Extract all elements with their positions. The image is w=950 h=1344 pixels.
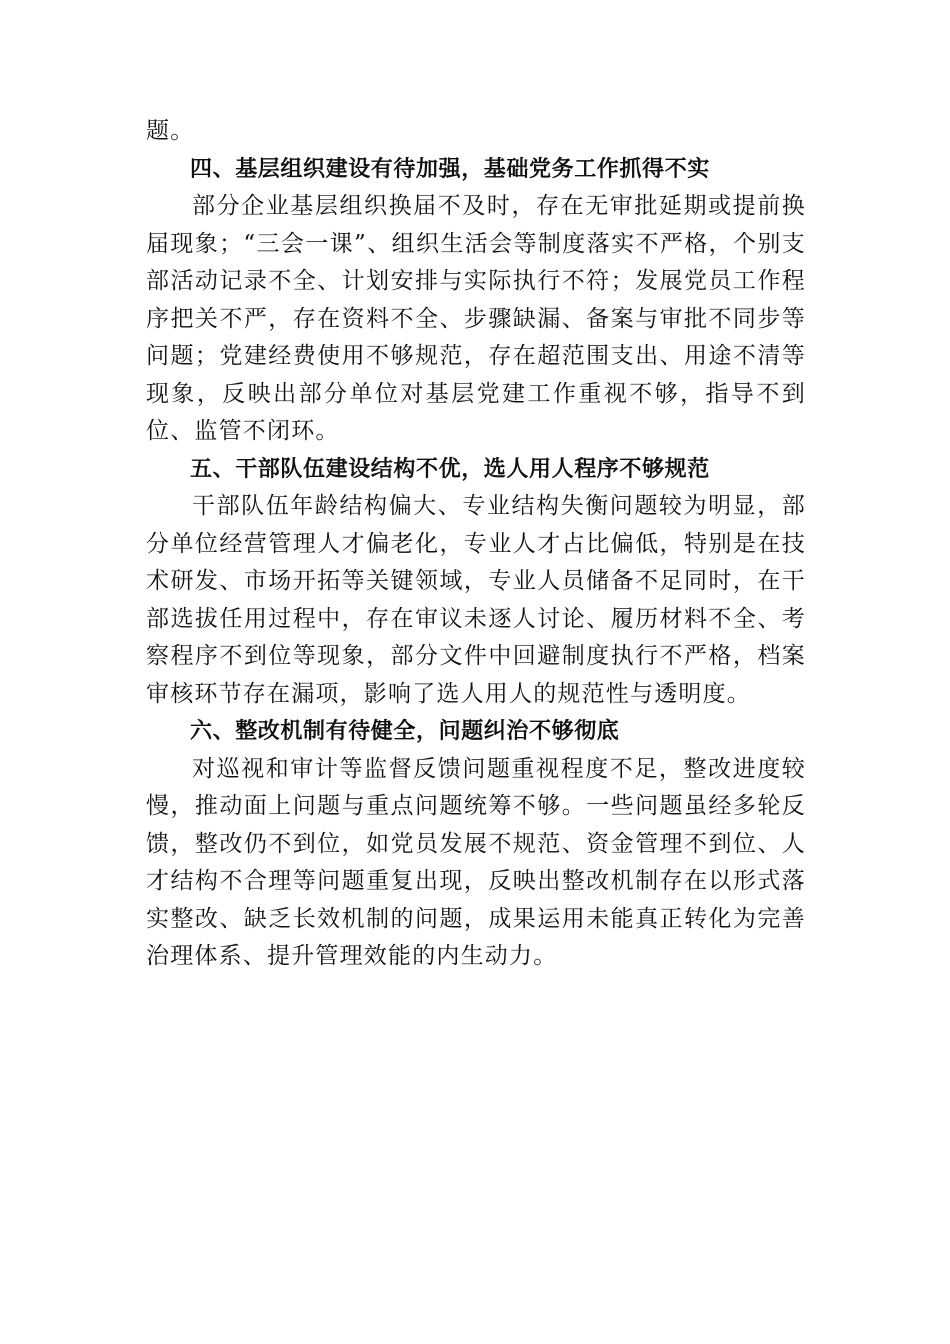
- section-body-6: 对巡视和审计等监督反馈问题重视程度不足，整改进度较慢，推动面上问题与重点问题统筹不够。一些问题虽经多轮反馈，整改仍不到位，如党员发展不规范、资金管理不到位、人才结构不合理等问题重复出现，反映出整改机制存在以形式落实整改、缺乏长效机制的问题，成果运用未能真正转化为完善治理体系、提升管理效能的内生动力。: [146, 755, 806, 969]
- section-heading-6: 六、整改机制有待健全，问题纠治不够彻底: [190, 719, 620, 744]
- section-heading-4: 四、基层组织建设有待加强，基础党务工作抓得不实: [190, 156, 710, 182]
- document-body: [146, 113, 806, 976]
- continuation-text: 题。: [146, 118, 195, 144]
- section-body-4: 部分企业基层组织换届不及时，存在无审批延期或提前换届现象；“三会一课”、组织生活会等制度落实不严格，个别支部活动记录不全、计划安排与实际执行不符；发展党员工作程序把关不严，存在资料不全、步骤缺漏、备案与审批不同步等问题；党建经费使用不够规范，存在超范围支出、用途不清等现象，反映出部分单位对基层党建工作重视不够，指导不到位、监管不闭环。: [146, 193, 806, 444]
- section-body-5: 干部队伍年龄结构偏大、专业结构失衡问题较为明显，部分单位经营管理人才偏老化，专业人才占比偏低，特别是在技术研发、市场开拓等关键领域，专业人员储备不足同时，在干部选拔任用过程中，存在审议未逐人讨论、履历材料不全、考察程序不到位等现象，部分文件中回避制度执行不严格，档案审核环节存在漏项，影响了选人用人的规范性与透明度。: [146, 493, 806, 707]
- section-heading-5: 五、干部队伍建设结构不优，选人用人程序不够规范: [190, 456, 710, 482]
